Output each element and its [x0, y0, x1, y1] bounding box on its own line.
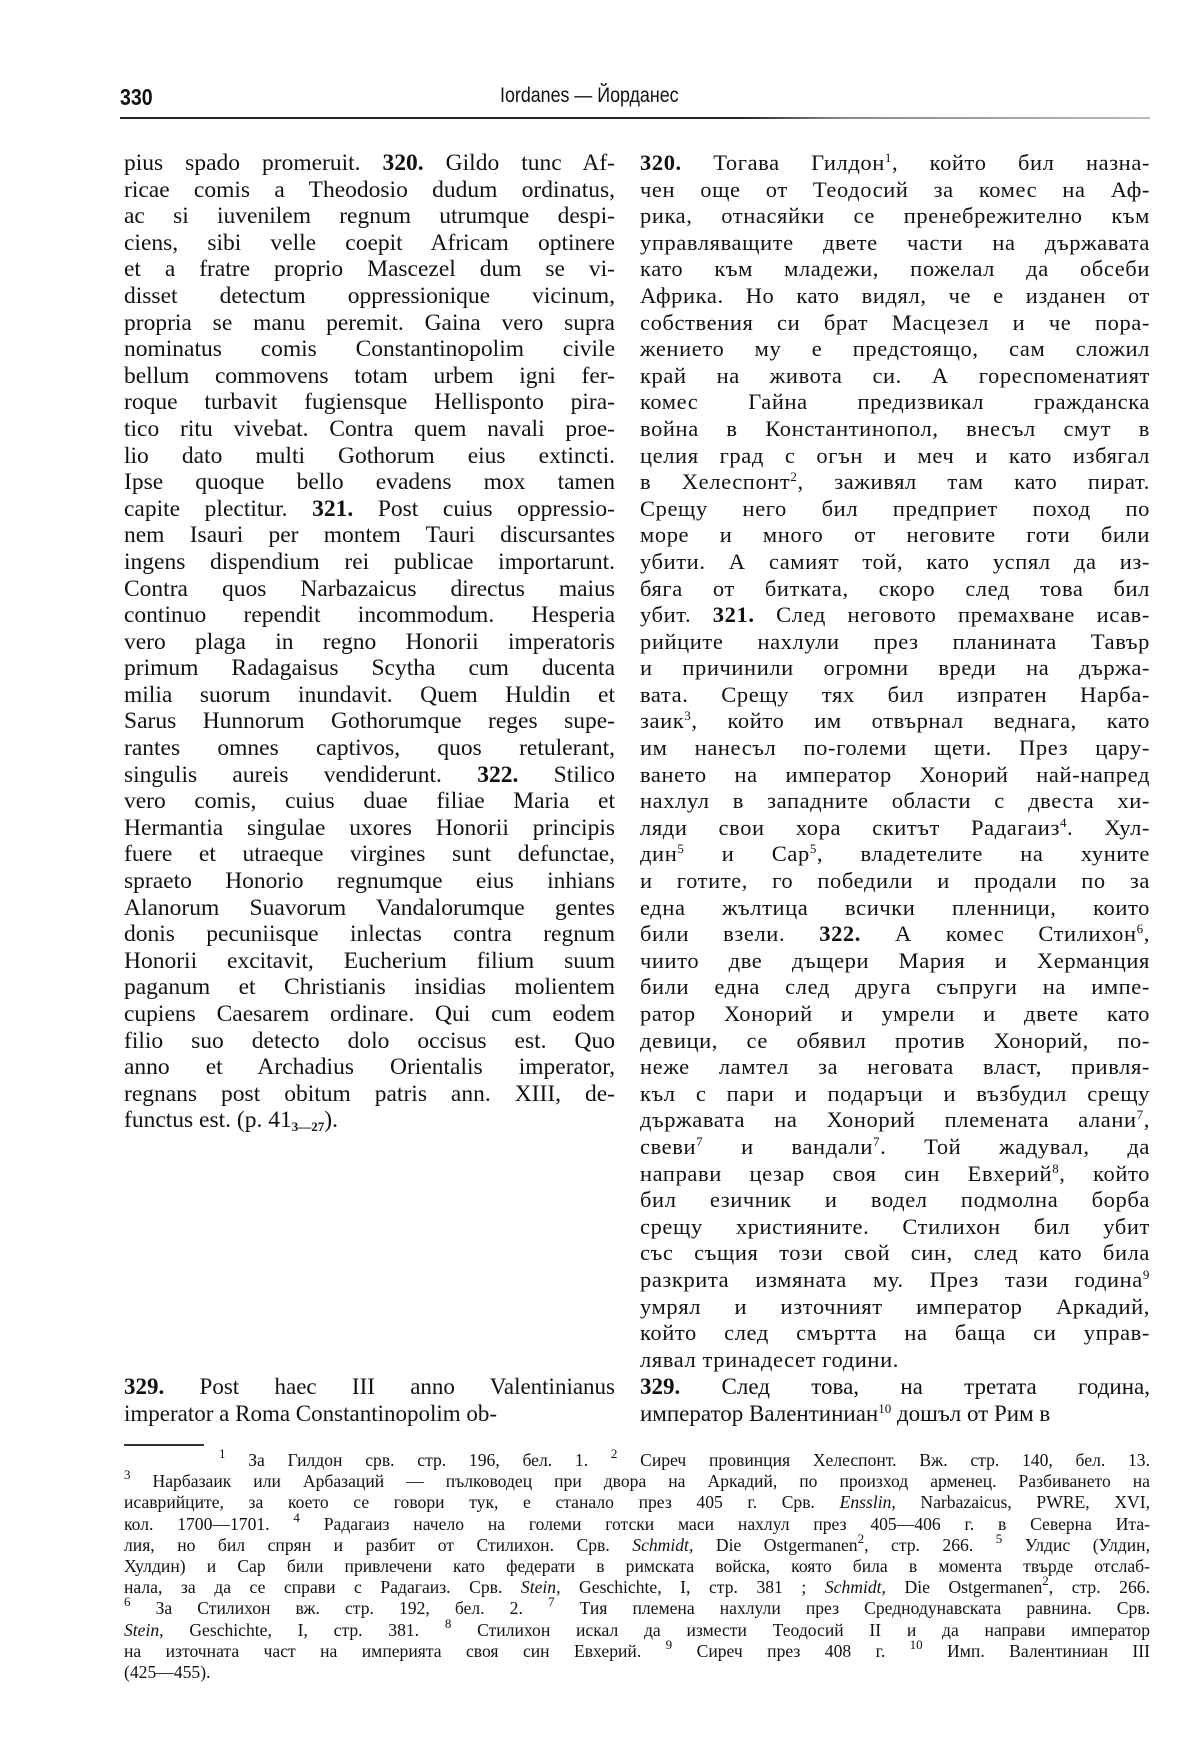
footnote-marker: 6 [1136, 921, 1144, 937]
text-line: като към младежи, пожелал да обсеби [640, 256, 1150, 282]
text-line: война в Константинопол, внесъл смут в [640, 415, 1150, 441]
section-number: 320. [640, 150, 682, 175]
text-line: заик$^3$, който им отвърнал веднага, като [640, 708, 1150, 734]
text-line: regnans post obitum patris ann. XIII, de- [124, 1080, 615, 1107]
footnote-marker: 5 [809, 841, 817, 857]
text-line: lio dato multi Gothorum eius extincti. [124, 442, 615, 469]
text-line: неже ламтел за неговата власт, привля- [640, 1054, 1150, 1080]
text-line: бяга от битката, скоро след това бил [640, 575, 1150, 601]
text-line: ciens, sibi velle coepit Africam optinere [124, 229, 615, 256]
text-line: в Хелеспонт$^2$, заживял там като пират. [640, 469, 1151, 495]
text-line: и причинили огромни вреди на държа- [640, 655, 1150, 681]
section-329-bulgarian [640, 1374, 1150, 1427]
text-line: море и много от неговите готи били [640, 522, 1150, 548]
footnote-marker: 5 [677, 841, 685, 857]
footnote-marker: 9 [1142, 1266, 1150, 1282]
text-line: им нанесъл по-големи щети. През цару- [640, 735, 1150, 761]
text-line: 329. След това, на третата година, [640, 1374, 1150, 1399]
footnote-marker: 3 [684, 708, 692, 724]
section-329-latin [124, 1374, 615, 1427]
text-line: нахлул в западните области с двеста хи- [640, 788, 1150, 814]
text-line: spraeto Honorio regnumque eius inhians [124, 868, 615, 895]
text-line: разкрита измяната му. През тази година$^9$ [640, 1266, 1150, 1292]
text-line: убити. А самият той, като успял да из- [640, 548, 1150, 574]
text-line: нала, за да се справи с Радагаиз. Срв. Stein, Geschichte, I, стр. 381 ; Schmidt, Die Ostgermanen$^2$, стр. 266. [124, 1573, 1150, 1598]
footnote-marker: 7 [1136, 1107, 1144, 1123]
header-rule [120, 117, 1150, 119]
page-number: 330 [120, 84, 153, 110]
text-line: continuo rependit incommodum. Hesperia [124, 602, 615, 629]
running-title: Iordanes — Йорданес [500, 84, 679, 107]
section-number: 321. [712, 602, 755, 628]
text-line: девици, се обявил против Хонорий, по- [640, 1027, 1150, 1053]
text-line: roque turbavit fugiensque Hellisponto pira- [124, 389, 615, 416]
text-line: ac si iuvenilem regnum utrumque despi- [124, 203, 615, 230]
text-line: и готите, го победили и продали по за [640, 868, 1150, 894]
text-line: Ipse quoque bello evadens mox tamen [124, 469, 615, 496]
text-line: 329. Post haec III anno Valentinianus [124, 1374, 615, 1399]
text-line: fuere et utraeque virgines sunt defunctae, [124, 841, 615, 868]
footnote-marker: 4 [1059, 814, 1068, 830]
text-line: Alanorum Suavorum Vandalorumque gentes [124, 894, 615, 921]
text-line: imperator a Roma Constantinopolim ob- [124, 1400, 498, 1426]
text-line: край на живота си. А гореспоменатият [640, 362, 1150, 388]
text-line: ването на император Хонорий най-напред [640, 761, 1150, 787]
text-line: къл с пари и подаръци и възбудил срещу [640, 1080, 1150, 1106]
text-line: Срещу него бил предприет поход по [640, 495, 1150, 521]
footnote-marker: 4 [293, 1509, 300, 1525]
text-line: singulis aureis vendiderunt. 322. Stilico [124, 761, 615, 788]
text-line: бил езичник и водел подмолна борба [640, 1187, 1150, 1213]
text-line: disset detectum oppressionique vicinum, [124, 282, 615, 309]
footnote-marker: 8 [1052, 1160, 1060, 1176]
text-line: рийците нахлули през планината Тавър [640, 628, 1150, 654]
text-line: primum Radagaisus Scytha cum ducenta [124, 655, 615, 682]
text-line: управляващите двете части на държавата [640, 229, 1150, 255]
text-line: който след смъртта на баща си управ- [640, 1320, 1150, 1346]
text-line: лявал тринадесет години. [640, 1346, 899, 1372]
footnote-rule [124, 1444, 204, 1446]
text-line: били взели. 322. А комес Стилихон$^6$, [640, 921, 1150, 947]
text-line: исаврийците, за което се говори тук, е станало през 405 г. Срв. Ensslin, Narbazaicus, PWRE, XVI, [124, 1492, 1150, 1513]
text-line: вата. Срещу тях бил изпратен Нарба- [640, 681, 1150, 707]
footnote-marker: 5 [995, 1530, 1003, 1546]
text-line: Hermantia singulae uxores Honorii principis [124, 814, 615, 841]
section-number: 329. [640, 1374, 681, 1399]
text-line: комес Гайна предизвикал гражданска [640, 389, 1150, 415]
text-line: $^1$ За Гилдон срв. стр. 196, бел. 1. $^2$ Сиреч провинция Хелеспонт. Вж. стр. 140, бел. 13. [219, 1446, 1150, 1470]
text-line: Sarus Hunnorum Gothorumque reges supe- [124, 708, 615, 735]
text-line: 320. Тогава Гилдон$^1$, който бил назна- [640, 150, 1151, 175]
section-number: 320. [382, 150, 424, 176]
text-line: Contra quos Narbazaicus directus maius [124, 575, 615, 602]
bulgarian-column [640, 150, 1150, 1373]
footnote-marker: 3 [124, 1467, 131, 1483]
footnote-marker: 7 [696, 1133, 704, 1149]
text-line: държавата на Хонорий племената алани$^7$, [640, 1107, 1150, 1133]
text-line: functus est. (p. $41_{3—27}$). [124, 1107, 338, 1135]
text-line: със същия този свой син, след като била [640, 1240, 1150, 1266]
footnotes [124, 1446, 1151, 1683]
text-line: propria se manu peremit. Gaina vero supra [124, 309, 615, 336]
footnote-marker: 8 [444, 1615, 452, 1631]
footnote-marker: 2 [857, 1530, 865, 1546]
text-line: nem Isauri per montem Tauri discursantes [124, 522, 615, 549]
footnote-marker: 10 [909, 1636, 923, 1652]
text-line: et a fratre proprio Mascezel dum se vi- [124, 256, 615, 283]
text-line: били една след друга съпруги на импе- [640, 974, 1150, 1000]
text-line: tico ritu vivebat. Contra quem navali proe- [124, 415, 615, 442]
footnote-marker: 2 [790, 469, 798, 485]
text-line: $^6$ За Стилихон вж. стр. 192, бел. 2. $^7$ Тия племена нахлули през Среднодунавската равнина. Срв. [124, 1594, 1151, 1619]
text-line: Honorii excitavit, Eucherium filium suum [124, 947, 615, 974]
section-number: 321. [312, 495, 354, 522]
text-line: nominatus comis Constantinopolim civile [124, 336, 615, 363]
text-line: ricae comis a Theodosio dudum ordinatus, [124, 176, 615, 203]
text-line: ingens dispendium rei publicae importarunt. [124, 548, 615, 575]
text-line: собствения си брат Масцезел и че пора- [640, 309, 1150, 335]
text-line: лия, но бил спрян и разбит от Стилихон. Срв. Schmidt, Die Ostgermanen$^2$, стр. 266. $^5$ Улдис (Улдин, [124, 1530, 1150, 1555]
text-line: vero plaga in regno Honorii imperatoris [124, 628, 615, 655]
text-line: жението му е предстоящо, сам сложил [640, 336, 1150, 362]
text-line: умрял и източният император Аркадий, [640, 1293, 1150, 1319]
text-line: vero comis, cuius duae filiae Maria et [124, 788, 615, 815]
text-line: paganum et Christianis insidias molientem [124, 974, 615, 1001]
text-line: свеви$^7$ и вандали$^7$. Той жадувал, да [640, 1133, 1151, 1159]
text-line: кол. 1700—1701. $^4$ Радагаиз начело на големи готски маси нахлул през 405—406 г. в Северна Ита- [124, 1509, 1150, 1534]
section-number: 322. [819, 921, 861, 947]
text-line: чен още от Теодосий за комес на Аф- [640, 176, 1150, 202]
section-number: 322. [477, 761, 519, 788]
text-line: donis pecuniisque inlectas contra regnum [124, 921, 615, 948]
text-line: Хулдин) и Сар били привлечени като федерати в римската войска, която била в момента твърде отслаб- [124, 1555, 1150, 1576]
text-line: Африка. Но като видял, че е изданен от [640, 282, 1150, 308]
text-line: Stein, Geschichte, I, стр. 381. $^8$ Стилихон искал да измести Теодосий II и да направи император [124, 1615, 1150, 1640]
text-line: император Валентиниан$^{10}$ дошъл от Рим в [640, 1400, 1051, 1426]
footnote-marker: 9 [665, 1636, 673, 1652]
text-line: една жълтица всички пленници, които [640, 894, 1150, 920]
text-line: срещу християните. Стилихон бил убит [640, 1213, 1150, 1239]
text-line: целия град с огън и меч и като избягал [640, 442, 1150, 468]
footnote-marker: 7 [547, 1594, 555, 1610]
text-line: направи цезар своя син Евхерий$^8$, който [640, 1160, 1150, 1186]
text-line: pius spado promeruit. 320. Gildo tunc Af- [124, 150, 615, 176]
text-line: rantes omnes captivos, quos retulerant, [124, 735, 615, 762]
footnote-marker: 2 [1042, 1573, 1049, 1589]
text-line: filio suo detecto dolo occisus est. Quo [124, 1027, 615, 1054]
text-line: убит. 321. След неговото премахване исав- [640, 602, 1150, 628]
text-line: cupiens Caesarem ordinare. Qui cum eodem [124, 1001, 615, 1027]
text-line: на източната част на империята своя син Евхерий. $^9$ Сиреч през 408 г. $^{10}$ Имп. Валентиниан III [124, 1636, 1150, 1661]
footnote-marker: 6 [124, 1594, 131, 1610]
text-line: $^3$ Нарбазаик или Арбазаций — пълководец при двора на Аркадий, по произход арменец. Разбиването на [124, 1467, 1150, 1492]
text-line: чиито две дъщери Мария и Херманция [640, 947, 1150, 973]
footnote-marker: 1 [219, 1446, 226, 1461]
text-line: ратор Хонорий и умрели и двете като [640, 1001, 1150, 1026]
text-line: bellum commovens totam urbem igni fer- [124, 362, 615, 389]
latin-column [124, 150, 615, 1134]
footnote-marker: 7 [873, 1133, 881, 1149]
text-line: дин$^5$ и Сар$^5$, владетелите на хуните [640, 841, 1150, 867]
section-number: 329. [124, 1374, 165, 1399]
text-line: (425—455). [124, 1661, 211, 1682]
footnote-marker: 10 [878, 1400, 892, 1416]
text-line: milia suorum inundavit. Quem Huldin et [124, 681, 615, 708]
text-line: рика, отнасяйки се пренебрежително към [640, 203, 1150, 229]
text-line: ляди свои хора скитът Радагаиз$^4$. Хул- [640, 814, 1151, 840]
text-line: anno et Archadius Orientalis imperator, [124, 1054, 615, 1081]
text-line: capite plectitur. 321. Post cuius oppressio- [124, 495, 615, 522]
footnote-marker: 2 [610, 1446, 618, 1461]
footnote-marker: 1 [884, 150, 892, 165]
